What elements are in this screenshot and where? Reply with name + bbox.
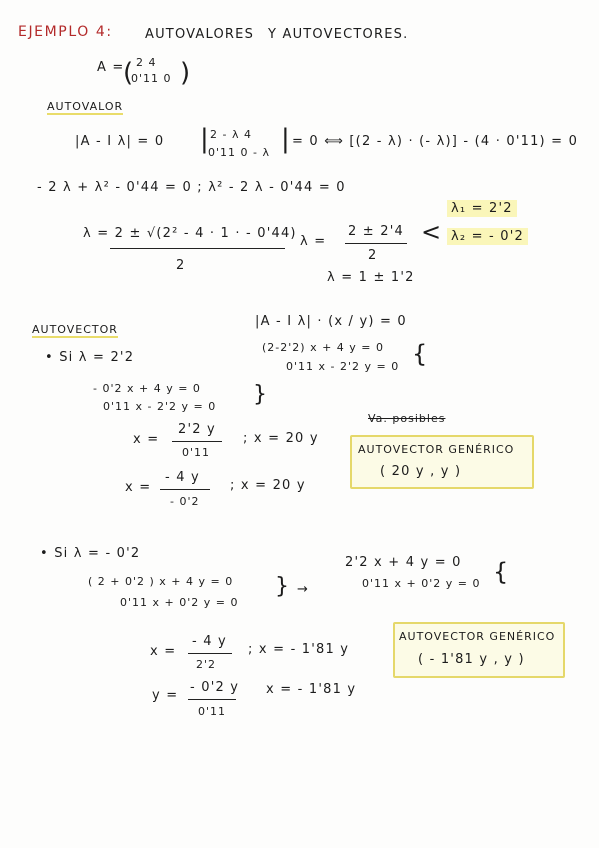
case1-label: • Si λ = 2'2: [45, 350, 135, 365]
case1-x2-den: - 0'2: [170, 495, 200, 508]
quadratic-step-num: 2 ± 2'4: [348, 224, 404, 239]
case1-x2-num: - 4 y: [165, 470, 200, 485]
struck-note: Va. posibles: [368, 412, 446, 425]
autovalor-eq2: - 2 λ + λ² - 0'44 = 0 ; λ² - 2 λ - 0'44 = 0: [37, 180, 346, 195]
case2-system-1: ( 2 + 0'2 ) x + 4 y = 0: [88, 575, 234, 588]
topic-title-2: Y AUTOVECTORES.: [268, 27, 409, 42]
det-bar-right: |: [281, 124, 290, 154]
eigenvalue-1: λ₁ = 2'2: [447, 200, 517, 217]
autovalor-heading: AUTOVALOR: [47, 100, 124, 113]
case2-brace-right: {: [493, 558, 509, 586]
case2-result-2: 0'11 x + 0'2 y = 0: [362, 577, 481, 590]
case1-system-1: (2-2'2) x + 4 y = 0: [262, 341, 385, 354]
case2-x1-line: [188, 653, 232, 654]
matrix-row2: 0'11 0: [131, 72, 172, 85]
case1-eq-a1: - 0'2 x + 4 y = 0: [93, 382, 201, 395]
case2-arrow: →: [297, 582, 310, 597]
case1-x1-num: 2'2 y: [178, 422, 216, 437]
autovector-general-eq: |A - I λ| · (x / y) = 0: [255, 314, 407, 329]
generic-vector-1-value: ( 20 y , y ): [380, 464, 462, 479]
case1-brace-2: }: [253, 382, 267, 407]
autovalor-eq1-right: = 0 ⟺ [(2 - λ) · (- λ)] - (4 · 0'11) = 0: [292, 134, 579, 149]
case2-x2-line: [188, 699, 236, 700]
matrix-bracket-right: ): [180, 58, 191, 88]
autovalor-eq1-left: |A - I λ| = 0: [75, 134, 165, 149]
case2-x1-num: - 4 y: [192, 634, 227, 649]
matrix-bracket-left: (: [123, 58, 134, 88]
case2-x1-lhs: x =: [150, 644, 177, 659]
case1-x2-lhs: x =: [125, 480, 152, 495]
case1-x2-line: [160, 489, 210, 490]
case1-x1-result: ; x = 20 y: [243, 431, 319, 446]
generic-vector-1-title: AUTOVECTOR GENÉRICO: [358, 443, 515, 456]
quadratic-formula-den: 2: [176, 258, 186, 273]
det-bar-left: |: [200, 124, 209, 154]
matrix-row1: 2 4: [136, 56, 157, 69]
case2-result-1: 2'2 x + 4 y = 0: [345, 555, 462, 570]
case2-x2-lhs: y =: [152, 688, 179, 703]
example-title: EJEMPLO 4:: [18, 24, 113, 40]
det-row1: 2 - λ 4: [210, 128, 252, 141]
quadratic-fraction-line: [110, 248, 285, 249]
eigenvalue-2: λ₂ = - 0'2: [447, 228, 528, 245]
case2-x2-num: - 0'2 y: [190, 680, 240, 695]
topic-title: AUTOVALORES: [145, 27, 255, 42]
arrow-results: <: [421, 218, 442, 246]
case1-eq-a2: 0'11 x - 2'2 y = 0: [103, 400, 217, 413]
quadratic-step-den: 2: [368, 248, 378, 263]
det-row2: 0'11 0 - λ: [208, 146, 270, 159]
case1-x2-result: ; x = 20 y: [230, 478, 306, 493]
case2-label: • Si λ = - 0'2: [40, 546, 141, 561]
case1-brace: {: [412, 340, 428, 368]
case1-system-2: 0'11 x - 2'2 y = 0: [286, 360, 400, 373]
autovector-heading: AUTOVECTOR: [32, 323, 118, 336]
case1-x1-den: 0'11: [182, 446, 211, 459]
quadratic-step-line: [345, 243, 407, 244]
matrix-prefix: A =: [97, 60, 125, 75]
case2-x1-result: ; x = - 1'81 y: [248, 642, 350, 657]
case2-x2-result: x = - 1'81 y: [266, 682, 357, 697]
generic-vector-2-title: AUTOVECTOR GENÉRICO: [399, 630, 556, 643]
case2-system-2: 0'11 x + 0'2 y = 0: [120, 596, 239, 609]
quadratic-step-result: λ = 1 ± 1'2: [327, 270, 415, 285]
case2-x2-den: 0'11: [198, 705, 227, 718]
case2-x1-den: 2'2: [196, 658, 217, 671]
case1-x1-line: [172, 441, 222, 442]
quadratic-formula-num: λ = 2 ± √(2² - 4 · 1 · - 0'44): [83, 226, 297, 241]
case1-x1-lhs: x =: [133, 432, 160, 447]
generic-vector-2-value: ( - 1'81 y , y ): [418, 652, 525, 667]
case2-brace: }: [275, 574, 289, 599]
quadratic-step-lhs: λ =: [300, 234, 327, 249]
